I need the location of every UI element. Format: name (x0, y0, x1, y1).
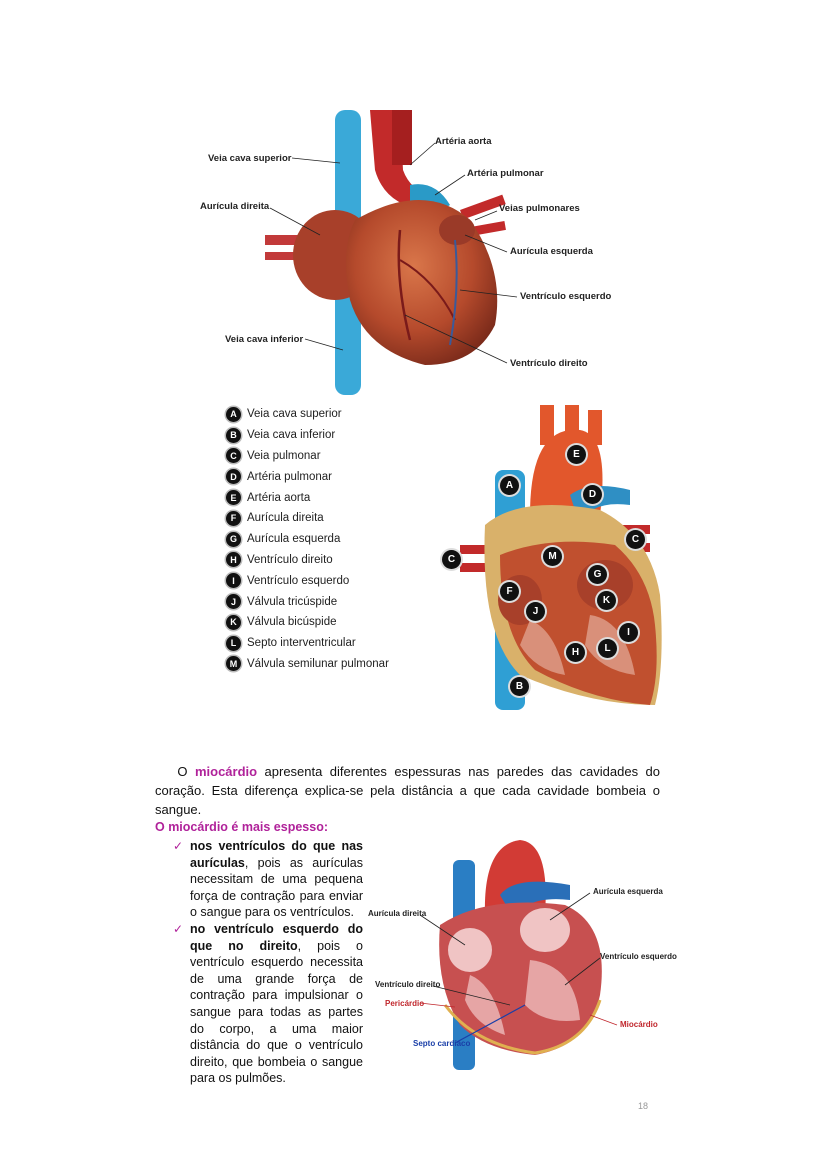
legend-item (226, 591, 426, 612)
legend-text: Válvula bicúspide (247, 616, 337, 629)
legend-item (226, 633, 426, 654)
label-veia-cava-inferior: Veia cava inferior (225, 334, 304, 345)
legend-letter-badge: G (226, 532, 241, 547)
label-ventriculo-direito: Ventrículo direito (510, 358, 588, 369)
label-ventriculo-direito-2: Ventrículo direito (375, 980, 441, 989)
legend-item (226, 446, 426, 467)
legend-letter-badge: H (226, 552, 241, 567)
legend-letter-badge: I (226, 573, 241, 588)
label-arteria-aorta: Artéria aorta (435, 136, 492, 147)
bullet-item-2 (173, 921, 363, 1087)
marker-a: A (500, 476, 519, 495)
legend-text: Septo interventricular (247, 637, 356, 650)
label-veia-cava-superior: Veia cava superior (208, 153, 292, 164)
legend-letter-badge: L (226, 636, 241, 651)
bullet-1-bold: nos ventrículos do que nas aurículas (190, 839, 363, 870)
bullet-2-bold: no ventrículo esquerdo do que no direito (190, 921, 363, 953)
legend-text: Ventrículo esquerdo (247, 574, 350, 587)
intro-paragraph (155, 762, 660, 819)
label-pericardio: Pericárdio (385, 999, 425, 1008)
label-ventriculo-esquerdo: Ventrículo esquerdo (520, 291, 612, 302)
marker-i: I (619, 623, 638, 642)
legend-item (226, 487, 426, 508)
marker-k: K (597, 591, 616, 610)
label-auricula-esquerda-2: Aurícula esquerda (593, 887, 663, 896)
bullet-list (173, 838, 363, 1087)
marker-c-left: C (442, 550, 461, 569)
legend-text: Ventrículo direito (247, 553, 333, 566)
legend-letter-badge: C (226, 448, 241, 463)
legend-letter-badge: E (226, 490, 241, 505)
subheading: O miocárdio é mais espesso: (155, 820, 328, 834)
para-highlight: miocárdio (194, 764, 258, 779)
legend-item (226, 425, 426, 446)
label-veias-pulmonares: Veias pulmonares (499, 203, 580, 214)
legend-letter-badge: A (226, 407, 241, 422)
label-miocardio: Miocárdio (620, 1020, 658, 1029)
bullet-1-rest: , pois as aurículas necessitam de uma pequena força de contração para enviar o sangue para os ventrículos. (190, 855, 363, 920)
marker-d: D (583, 485, 602, 504)
legend-letter-badge: K (226, 615, 241, 630)
page-number: 18 (638, 1101, 649, 1111)
figure-heart-external (195, 110, 615, 395)
label-auricula-esquerda: Aurícula esquerda (510, 246, 593, 257)
legend-text: Veia cava inferior (247, 429, 336, 442)
legend-letter-badge: M (226, 656, 241, 671)
marker-e: E (567, 445, 586, 464)
label-arteria-pulmonar: Artéria pulmonar (467, 168, 544, 179)
bullet-2-rest: , pois o ventrículo esquerdo necessita de uma grande força de contração para impulsionar o sangue para todas as partes do corpo, a uma maior distância do que o ventrículo direito, que bombeia o sangue para os pulmões. (190, 938, 363, 1086)
legend-text: Válvula semilunar pulmonar (247, 657, 389, 670)
figure-heart-myocardium (365, 835, 677, 1070)
legend-letter-badge: B (226, 428, 241, 443)
label-auricula-direita-2: Aurícula direita (368, 909, 427, 918)
label-septo-cardiaco: Septo cardíaco (413, 1039, 471, 1048)
legend-item (226, 612, 426, 633)
check-icon: ✓ (173, 921, 184, 936)
legend-text: Aurícula direita (247, 512, 324, 525)
figure-heart-section (440, 405, 665, 715)
marker-b: B (510, 677, 529, 696)
check-icon: ✓ (173, 839, 184, 853)
legend-letter-badge: F (226, 511, 241, 526)
legend-item (226, 404, 426, 425)
legend-item (226, 570, 426, 591)
marker-l: L (598, 639, 617, 658)
legend-item (226, 529, 426, 550)
marker-m: M (543, 547, 562, 566)
label-auricula-direita: Aurícula direita (200, 201, 270, 212)
legend-text: Veia pulmonar (247, 449, 321, 462)
marker-h: H (566, 643, 585, 662)
legend-text: Válvula tricúspide (247, 595, 338, 608)
heart-legend (226, 404, 426, 674)
label-ventriculo-esquerdo-2: Ventrículo esquerdo (600, 952, 677, 961)
legend-item (226, 654, 426, 675)
marker-g: G (588, 565, 607, 584)
para-post: apresenta diferentes espessuras nas paredes das cavidades do coração. Esta diferença explica-se pela distância a que cada cavidade bombeia o sangue. (155, 764, 660, 817)
legend-text: Artéria pulmonar (247, 470, 333, 483)
para-pre: O (177, 764, 195, 779)
marker-f: F (500, 582, 519, 601)
legend-letter-badge: J (226, 594, 241, 609)
legend-letter-badge: D (226, 469, 241, 484)
legend-item (226, 508, 426, 529)
bullet-item-1 (173, 838, 363, 921)
legend-text: Veia cava superior (247, 408, 342, 421)
legend-text: Aurícula esquerda (247, 533, 341, 546)
marker-c-right: C (626, 530, 645, 549)
marker-j: J (526, 602, 545, 621)
legend-item (226, 466, 426, 487)
legend-item (226, 550, 426, 571)
legend-text: Artéria aorta (247, 491, 311, 504)
